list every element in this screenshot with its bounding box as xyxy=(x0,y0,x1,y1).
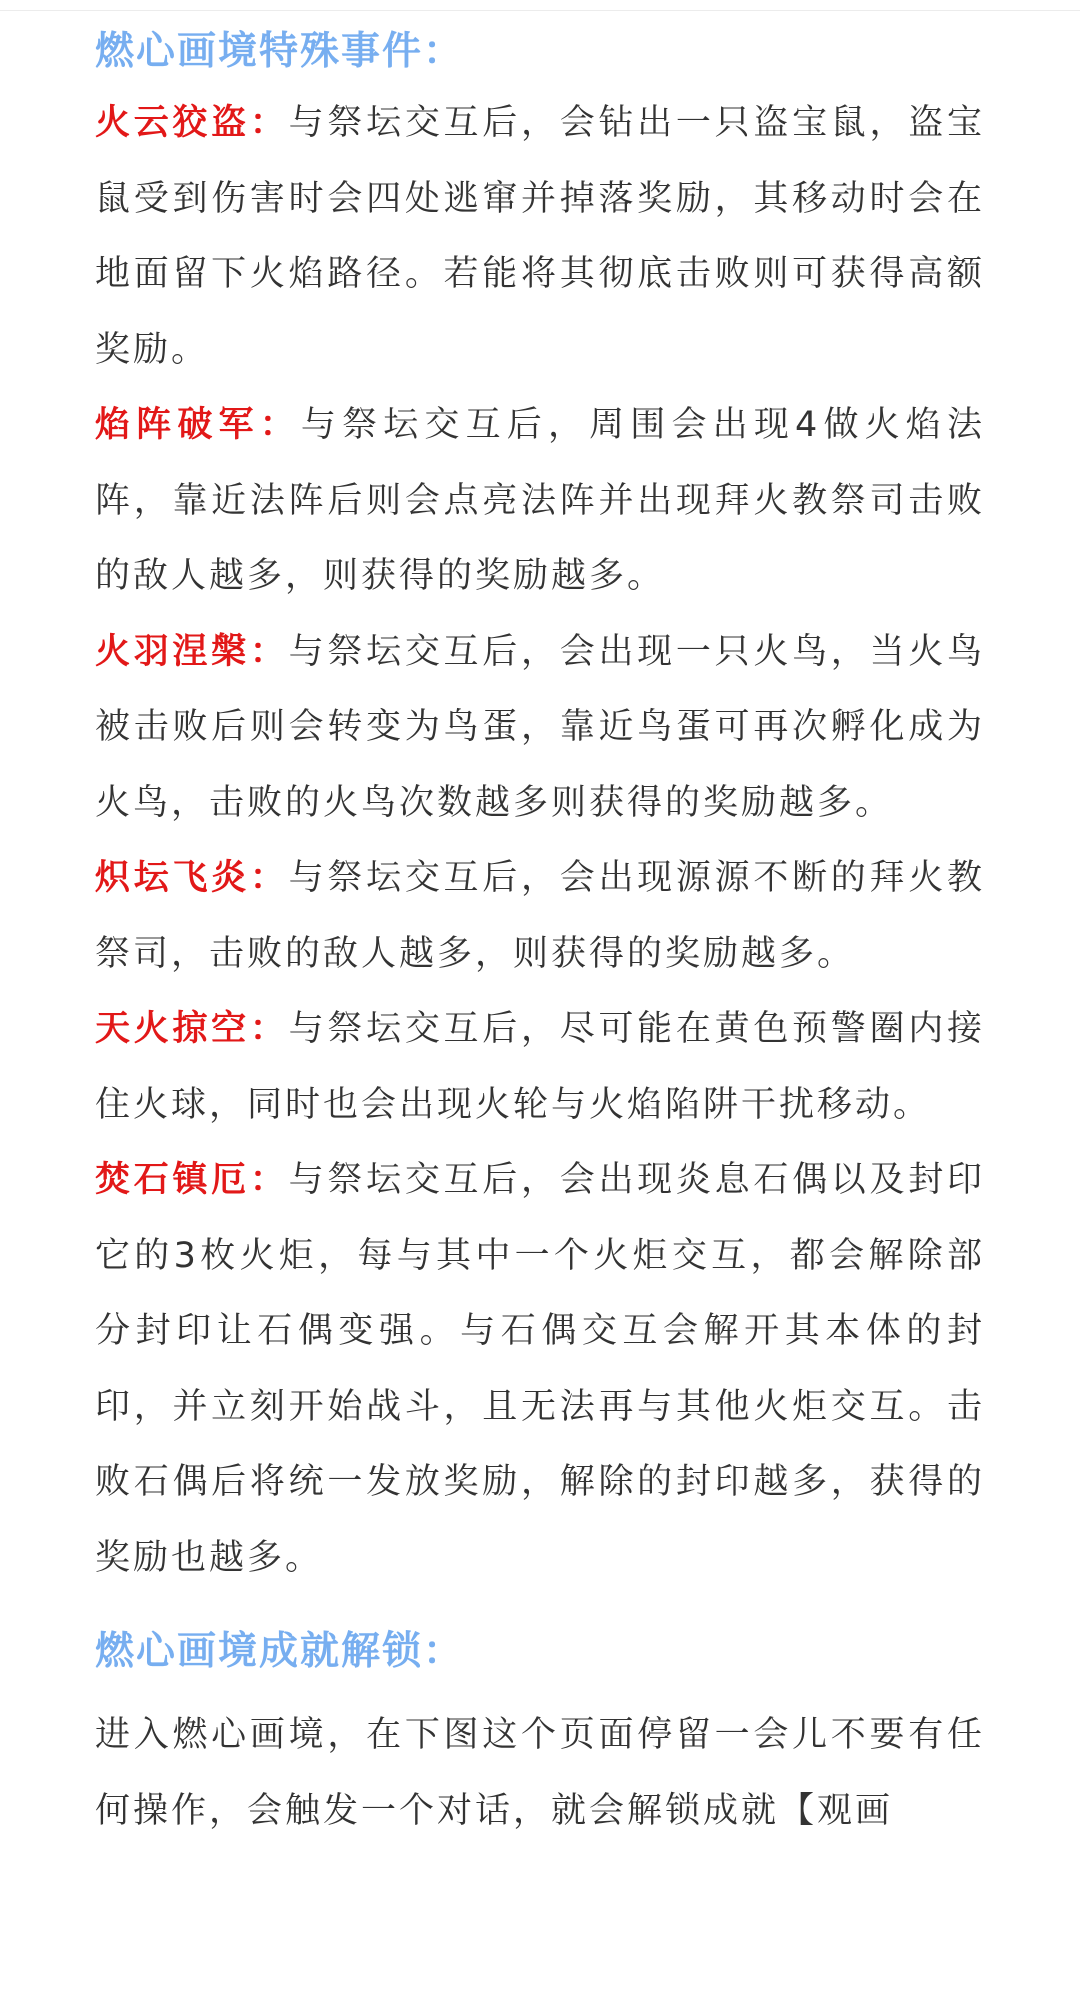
event-description: 与祭坛交互后，会出现炎息石偶以及封印它的3枚火炬，每与其中一个火炬交互，都会解除部分封印让石偶变强。与石偶交互会解开其本体的封印，并立刻开始战斗，且无法再与其他火炬交互。击败石偶后将统一发放奖励，解除的封印越多，获得的奖励也越多。 xyxy=(95,1160,985,1578)
event-name: 天火掠空： xyxy=(95,1009,289,1049)
event-paragraph xyxy=(95,615,985,842)
event-paragraph xyxy=(95,841,985,992)
event-paragraph xyxy=(95,388,985,615)
event-name: 火羽涅槃： xyxy=(95,631,289,672)
event-name: 火云狡盗： xyxy=(95,103,289,143)
event-description: 与祭坛交互后，会出现一只火鸟，当火鸟被击败后则会转变为鸟蛋，靠近鸟蛋可再次孵化成为火鸟，击败的火鸟次数越多则获得的奖励越多。 xyxy=(95,631,985,823)
article-content xyxy=(95,18,985,1849)
top-divider xyxy=(0,10,1080,11)
event-name: 炽坛飞炎： xyxy=(95,858,289,898)
event-paragraph xyxy=(95,1143,985,1596)
unlock-paragraph: 进入燃心画境，在下图这个页面停留一会儿不要有任何操作，会触发一个对话，就会解锁成就【观画 xyxy=(95,1715,985,1831)
unlock-section-heading: 燃心画境成就解锁： xyxy=(95,1629,465,1674)
events-list xyxy=(95,86,985,1596)
event-description: 与祭坛交互后，尽可能在黄色预警圈内接住火球，同时也会出现火轮与火焰陷阱干扰移动。 xyxy=(95,1009,985,1125)
event-name: 焰阵破军： xyxy=(95,405,301,445)
event-description: 与祭坛交互后，会出现源源不断的拜火教祭司，击败的敌人越多，则获得的奖励越多。 xyxy=(95,858,985,974)
event-name: 焚石镇厄： xyxy=(95,1160,289,1200)
event-paragraph xyxy=(95,992,985,1143)
event-description: 与祭坛交互后，周围会出现4做火焰法阵，靠近法阵后则会点亮法阵并出现拜火教祭司击败的敌人越多，则获得的奖励越多。 xyxy=(95,405,985,596)
event-description: 与祭坛交互后，会钻出一只盗宝鼠，盗宝鼠受到伤害时会四处逃窜并掉落奖励，其移动时会在地面留下火焰路径。若能将其彻底击败则可获得高额奖励。 xyxy=(95,103,985,370)
events-section-heading: 燃心画境特殊事件： xyxy=(95,29,465,74)
event-paragraph xyxy=(95,86,985,388)
